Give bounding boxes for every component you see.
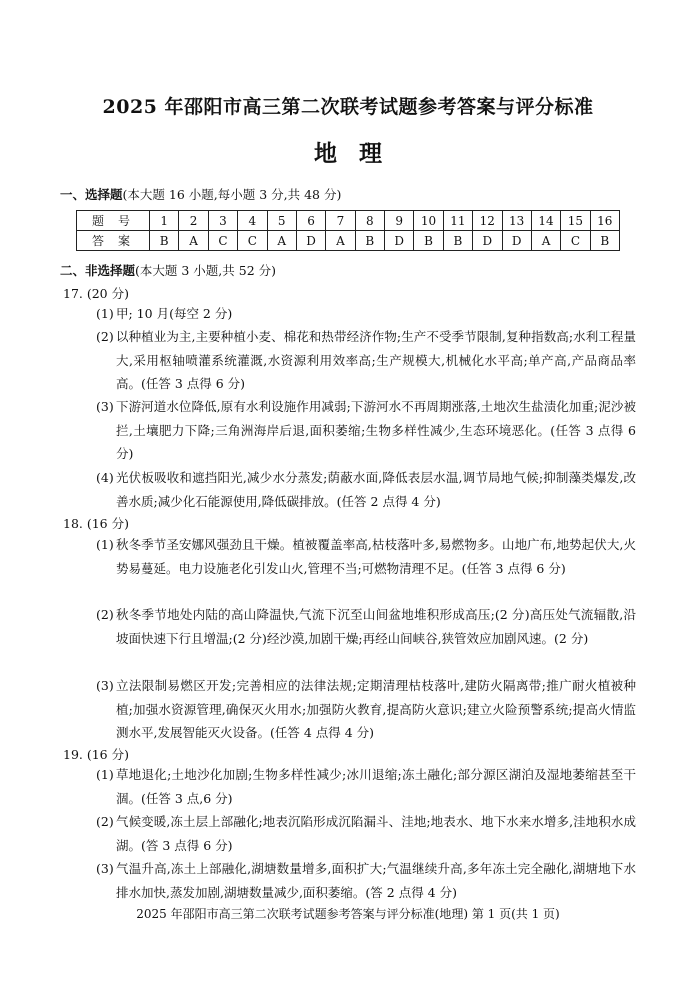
item-text: 草地退化;土地沙化加剧;生物多样性减少;冰川退缩;冻土融化;部分源区湖泊及湿地萎缩甚至干涸。(任答 3 点,6 分) (116, 767, 636, 806)
table-cell: 8 (355, 211, 384, 231)
q19-item-2 (96, 810, 636, 857)
table-cell: 5 (267, 211, 296, 231)
item-text: 甲; 10 月(每空 2 分) (116, 306, 233, 321)
q19-item-3 (96, 857, 636, 904)
table-cell: 2 (179, 211, 208, 231)
table-cell: 6 (296, 211, 325, 231)
item-number: (3) (96, 861, 114, 876)
table-cell: B (355, 231, 384, 251)
item-number: (2) (96, 814, 114, 829)
table-cell: A (179, 231, 208, 251)
item-number: (1) (96, 537, 114, 552)
item-text: 光伏板吸收和遮挡阳光,减少水分蒸发;荫蔽水面,降低表层水温,调节局地气候;抑制藻类爆发,改善水质;减少化石能源使用,降低碳排放。(任答 2 点得 4 分) (116, 470, 636, 509)
table-cell: B (443, 231, 472, 251)
table-cell: 4 (238, 211, 267, 231)
q17-item-3 (96, 395, 636, 466)
item-text: 气温升高,冻土上部融化,湖塘数量增多,面积扩大;气温继续升高,多年冻土完全融化,湖塘地下水排水加快,蒸发加剧,湖塘数量减少,面积萎缩。(答 2 点得 4 分) (116, 861, 636, 900)
item-text: 秋冬季节地处内陆的高山降温快,气流下沉至山间盆地堆积形成高压;(2 分)高压处气流辐散,沿坡面快速下行且增温;(2 分)经沙漠,加剧干燥;再经山间峡谷,狭管效应加剧风速。(2 分) (116, 607, 636, 646)
item-text: 秋冬季节圣安娜风强劲且干燥。植被覆盖率高,枯枝落叶多,易燃物多。山地广布,地势起伏大,火势易蔓延。电力设施老化引发山火,管理不当;可燃物清理不足。(任答 3 点得 6 分) (116, 537, 636, 576)
item-text: 以种植业为主,主要种植小麦、棉花和热带经济作物;生产不受季节限制,复种指数高;水利工程量大,采用枢轴喷灌系统灌溉,水资源利用效率高;生产规模大,机械化水平高;单产高,产品商品率高。(任答 3 点得 6 分) (116, 329, 636, 391)
item-text: 立法限制易燃区开发;完善相应的法律法规;定期清理枯枝落叶,建防火隔离带;推广耐火植被种植;加强水资源管理,确保灭火用水;加强防火教育,提高防火意识;建立火险预警系统;提高火情监测水平,发展智能灭火设备。(任答 4 点得 4 分) (116, 678, 636, 740)
table-cell: B (414, 231, 443, 251)
row-header-answer: 答案 (77, 231, 150, 251)
item-number: (4) (96, 470, 114, 485)
table-cell: A (531, 231, 560, 251)
page-footer: 2025 年邵阳市高三第二次联考试题参考答案与评分标准(地理) 第 1 页(共 1 页) (136, 907, 560, 921)
table-cell: B (150, 231, 179, 251)
section-2-heading (60, 261, 276, 279)
q18-item-2 (96, 603, 636, 650)
answer-table-answer-row (77, 231, 620, 251)
table-cell: A (326, 231, 355, 251)
section-2-note: (本大题 3 小题,共 52 分) (135, 263, 276, 278)
q17-item-2 (96, 325, 636, 396)
question-18-heading: 18. (16 分) (63, 516, 129, 531)
page-title: 2025 年邵阳市高三第二次联考试题参考答案与评分标准 (102, 96, 594, 118)
table-cell: 14 (531, 211, 560, 231)
table-cell: D (385, 231, 414, 251)
q18-item-3 (96, 674, 636, 745)
table-cell: 11 (443, 211, 472, 231)
subject-title: 地理 (314, 140, 404, 167)
table-cell: 16 (590, 211, 619, 231)
table-cell: B (590, 231, 619, 251)
table-cell: D (473, 231, 502, 251)
section-1-label: 一、选择题 (60, 187, 123, 202)
q17-item-4 (96, 466, 636, 513)
row-header-number: 题号 (77, 211, 150, 231)
table-cell: C (208, 231, 237, 251)
table-cell: D (502, 231, 531, 251)
table-cell: 15 (561, 211, 590, 231)
table-cell: 9 (385, 211, 414, 231)
table-cell: 3 (208, 211, 237, 231)
q19-item-1 (96, 763, 636, 810)
answer-table (76, 210, 620, 251)
table-cell: C (561, 231, 590, 251)
table-cell: 7 (326, 211, 355, 231)
section-1-note: (本大题 16 小题,每小题 3 分,共 48 分) (122, 187, 342, 202)
table-cell: 1 (150, 211, 179, 231)
item-number: (3) (96, 678, 114, 693)
item-text: 气候变暖,冻土层上部融化;地表沉陷形成沉陷漏斗、洼地;地表水、地下水来水增多,洼地积水成湖。(答 3 点得 6 分) (116, 814, 636, 853)
section-1-heading (60, 185, 341, 203)
question-19-heading: 19. (16 分) (63, 747, 129, 762)
question-17-heading: 17. (20 分) (63, 286, 129, 301)
item-number: (2) (96, 607, 114, 622)
table-cell: 10 (414, 211, 443, 231)
item-number: (2) (96, 329, 114, 344)
section-2-label: 二、非选择题 (60, 263, 136, 278)
table-cell: C (238, 231, 267, 251)
table-cell: 12 (473, 211, 502, 231)
table-cell: A (267, 231, 296, 251)
answer-table-number-row (77, 211, 620, 231)
item-number: (1) (96, 306, 114, 321)
item-number: (3) (96, 399, 114, 414)
q18-item-1 (96, 533, 636, 580)
item-number: (1) (96, 767, 114, 782)
table-cell: D (296, 231, 325, 251)
table-cell: 13 (502, 211, 531, 231)
q17-item-1 (96, 302, 636, 326)
item-text: 下游河道水位降低,原有水利设施作用减弱;下游河水不再周期涨落,土地次生盐渍化加重;泥沙被拦,土壤肥力下降;三角洲海岸后退,面积萎缩;生物多样性减少,生态环境恶化。(任答 3 点得 6 分) (116, 399, 636, 461)
